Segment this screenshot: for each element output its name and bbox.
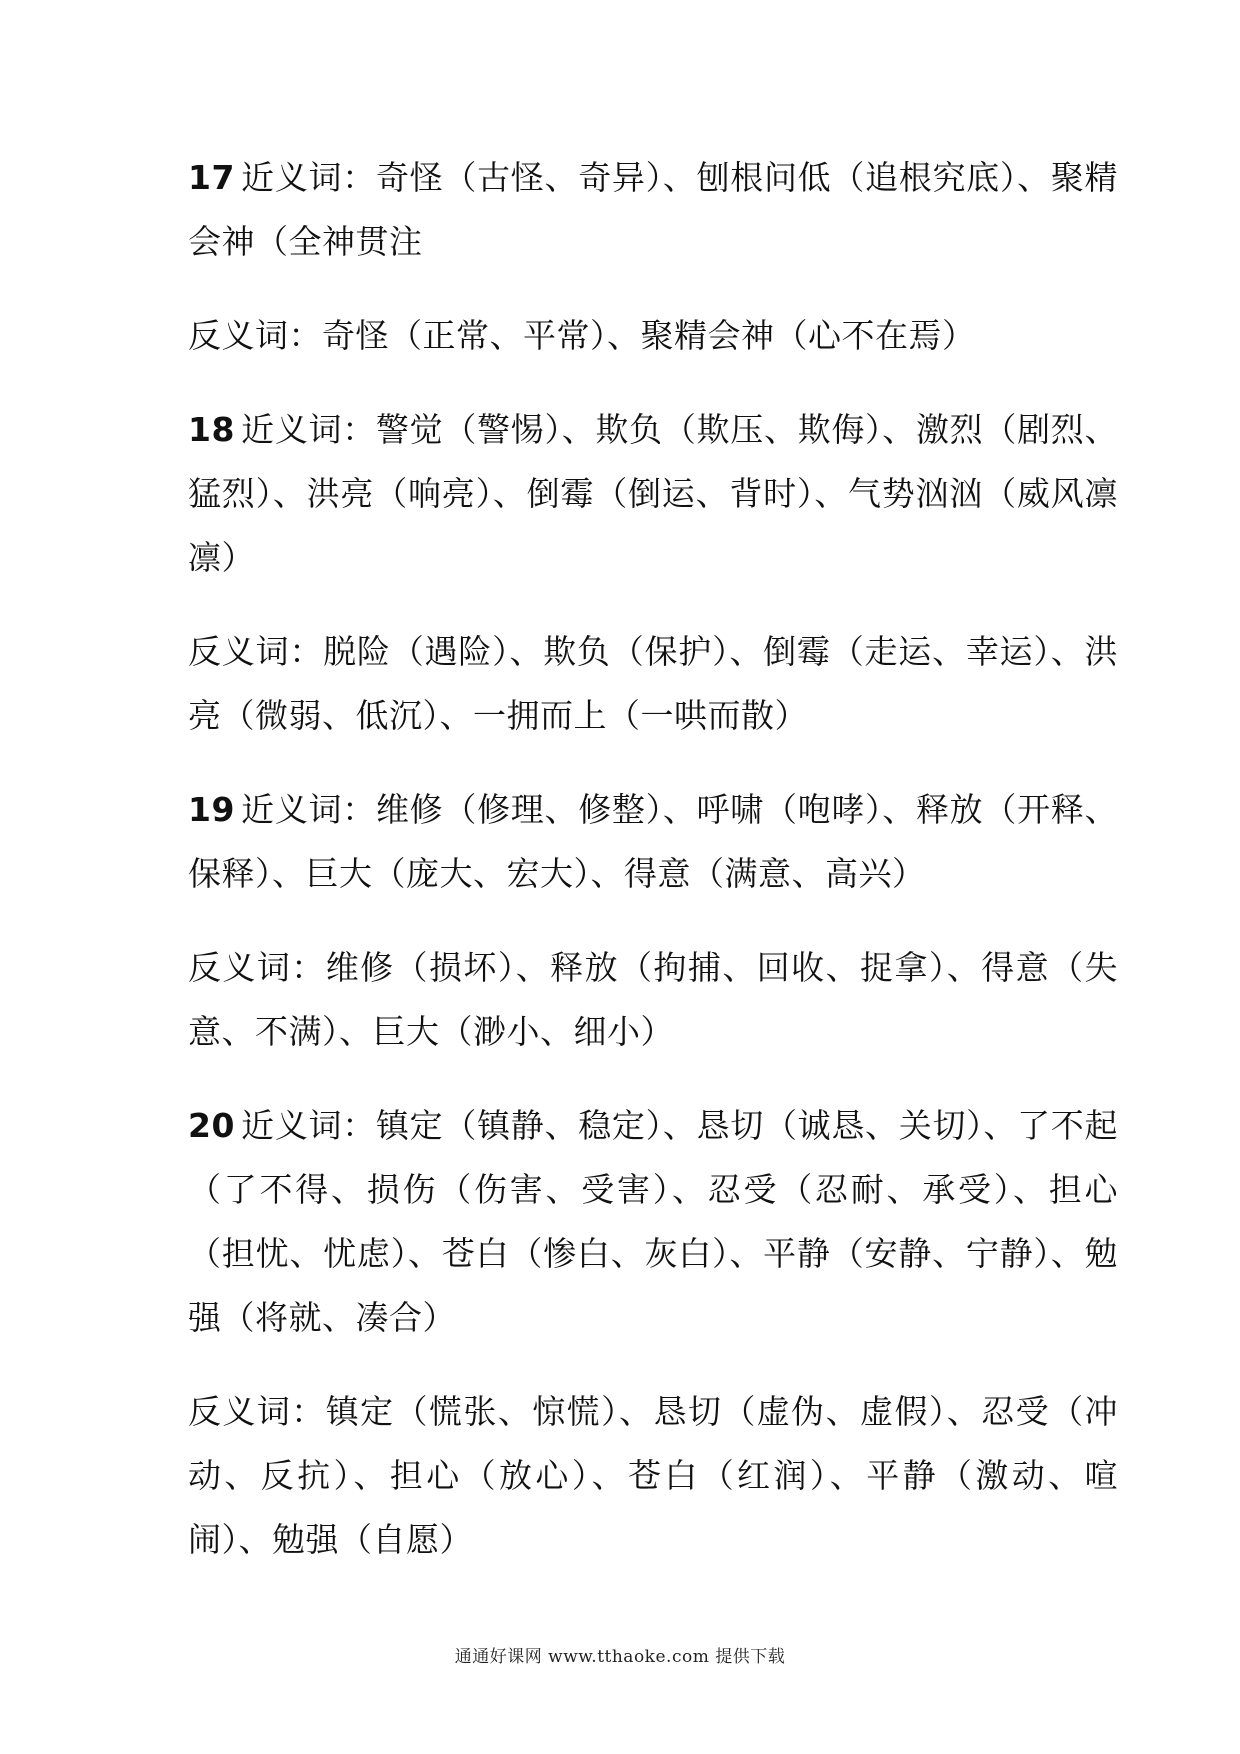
paragraph-17-antonyms xyxy=(188,304,1118,368)
paragraph-text: 反义词：维修（损坏）、释放（拘捕、回收、捉拿）、得意（失意、不满）、巨大（渺小、细小） xyxy=(188,948,1118,1051)
paragraph-text: 近义词：奇怪（古怪、奇异）、刨根问低（追根究底）、聚精会神（全神贯注 xyxy=(188,158,1118,261)
paragraph-19-synonyms xyxy=(188,778,1118,906)
paragraph-18-antonyms xyxy=(188,620,1118,748)
paragraph-20-synonyms xyxy=(188,1094,1118,1350)
item-number: 20 xyxy=(188,1106,235,1145)
paragraph-text: 近义词：维修（修理、修整）、呼啸（咆哮）、释放（开释、保释）、巨大（庞大、宏大）、得意（满意、高兴） xyxy=(188,790,1118,893)
page-footer: 通通好课网 www.tthaoke.com 提供下载 xyxy=(454,1647,786,1667)
item-number: 19 xyxy=(188,790,235,829)
paragraph-text: 反义词：奇怪（正常、平常）、聚精会神（心不在焉） xyxy=(188,316,976,355)
paragraph-text: 反义词：脱险（遇险）、欺负（保护）、倒霉（走运、幸运）、洪亮（微弱、低沉）、一拥而上（一哄而散） xyxy=(188,632,1118,735)
paragraph-19-antonyms xyxy=(188,936,1118,1064)
document-body xyxy=(188,146,1118,1602)
item-number: 17 xyxy=(188,158,235,197)
paragraph-text: 反义词：镇定（慌张、惊慌）、恳切（虚伪、虚假）、忍受（冲动、反抗）、担心（放心）、苍白（红润）、平静（激动、喧闹）、勉强（自愿） xyxy=(188,1392,1118,1559)
paragraph-text: 近义词：警觉（警惕）、欺负（欺压、欺侮）、激烈（剧烈、猛烈）、洪亮（响亮）、倒霉（倒运、背时）、气势汹汹（威风凛凛） xyxy=(188,410,1118,577)
paragraph-text: 近义词：镇定（镇静、稳定）、恳切（诚恳、关切）、了不起（了不得、损伤（伤害、受害）、忍受（忍耐、承受）、担心（担忧、忧虑）、苍白（惨白、灰白）、平静（安静、宁静）、勉强（将就、凑合） xyxy=(188,1106,1118,1337)
paragraph-20-antonyms xyxy=(188,1380,1118,1572)
paragraph-18-synonyms xyxy=(188,398,1118,590)
item-number: 18 xyxy=(188,410,235,449)
paragraph-17-synonyms xyxy=(188,146,1118,274)
